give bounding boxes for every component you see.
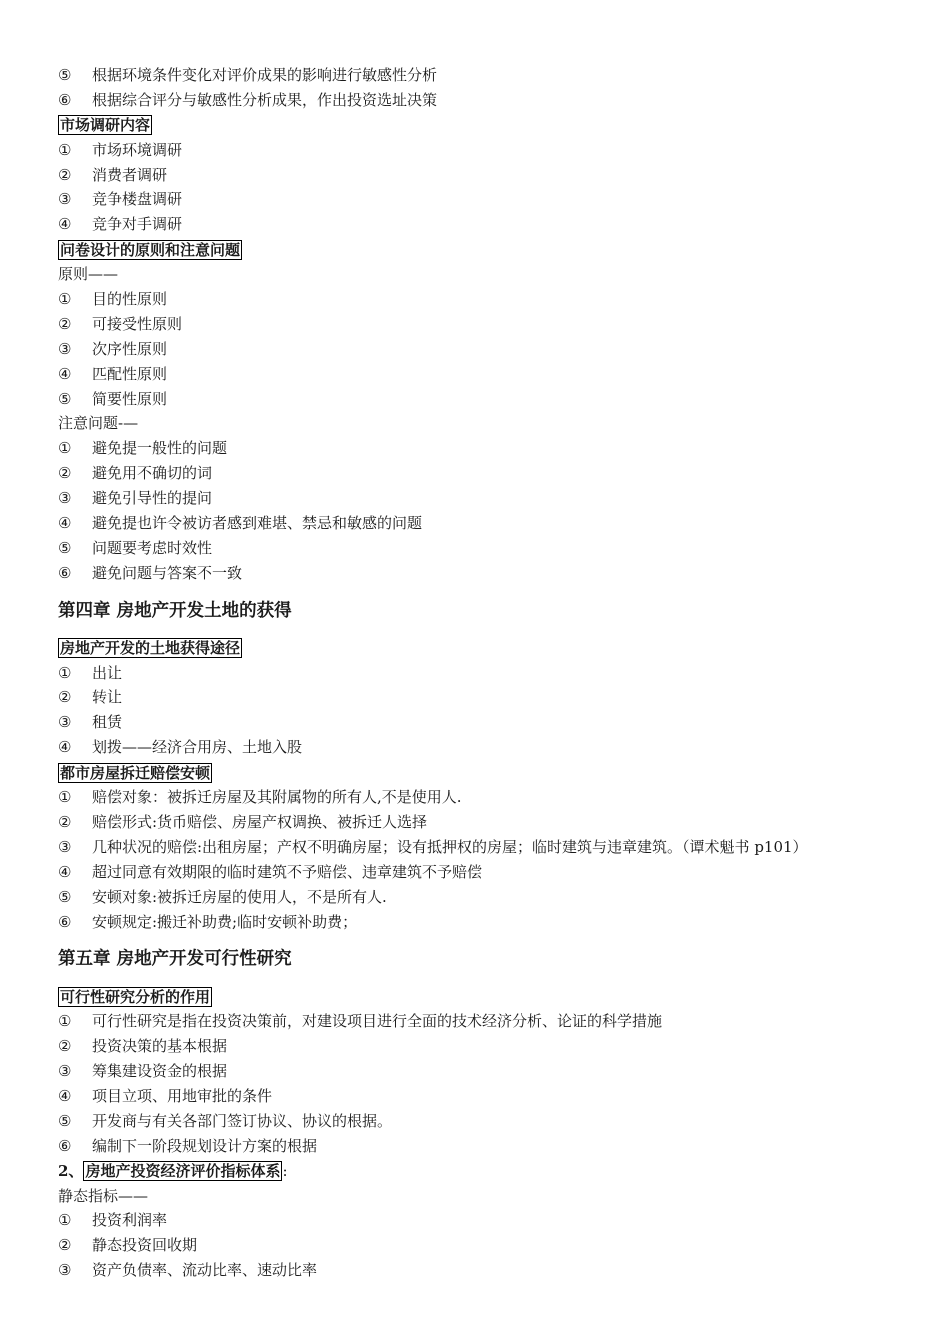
- list-item: [58, 885, 898, 910]
- list-item-text: 赔偿形式:货币赔偿、房屋产权调换、被拆迁人选择: [92, 812, 428, 831]
- list-item-number: ⑤: [58, 538, 72, 557]
- list-item-text: 几种状况的赔偿:出租房屋；产权不明确房屋；设有抵押权的房屋；临时建筑与违章建筑。（谭术魁书 p101）: [92, 837, 808, 856]
- list-item: [58, 1258, 898, 1283]
- list-item-number: ①: [58, 1211, 72, 1230]
- list-item-number: ①: [58, 140, 72, 159]
- list-item-number: ②: [58, 165, 72, 184]
- list-item-number: ①: [58, 788, 72, 807]
- list-item: [58, 212, 898, 237]
- list-item-number: ⑤: [58, 887, 72, 906]
- list-item-text: 转让: [92, 688, 123, 707]
- list-item-number: ④: [58, 1086, 72, 1105]
- list-item-number: ⑥: [58, 912, 72, 931]
- list-item-number: ⑤: [58, 1111, 72, 1130]
- list-item: [58, 685, 898, 710]
- section-heading-text: 市场调研内容: [60, 116, 151, 135]
- section-heading: [58, 984, 898, 1009]
- list-item-number: ③: [58, 190, 72, 209]
- list-item-number: ⑤: [58, 389, 72, 408]
- section-heading: [58, 760, 898, 785]
- list-item-text: 次序性原则: [92, 339, 168, 358]
- list-item-text: 简要性原则: [92, 389, 168, 408]
- list-item-number: ④: [58, 738, 72, 757]
- section-heading-suffix: :: [282, 1161, 288, 1180]
- list-item-number: ⑤: [58, 66, 72, 84]
- list-item-text: 避免用不确切的词: [92, 464, 213, 483]
- list-item: [58, 163, 898, 188]
- list-item: [58, 835, 898, 860]
- subsection-label: 注意问题-—: [58, 414, 139, 433]
- list-item: [58, 735, 898, 760]
- list-item-number: ②: [58, 1236, 72, 1255]
- section-heading-text: 房地产投资经济评价指标体系: [85, 1162, 281, 1181]
- list-item-text: 静态投资回收期: [92, 1236, 198, 1255]
- list-item-text: 避免提一般性的问题: [92, 439, 228, 458]
- list-item-number: ④: [58, 215, 72, 234]
- list-item-number: ⑥: [58, 563, 72, 582]
- list-item: [58, 362, 898, 387]
- list-item: [58, 1134, 898, 1159]
- list-item: [58, 1009, 898, 1034]
- list-item-text: 资产负债率、流动比率、速动比率: [92, 1261, 318, 1280]
- list-item-text: 竞争对手调研: [92, 215, 183, 234]
- list-item-number: ①: [58, 1012, 72, 1031]
- section-heading: [58, 237, 898, 262]
- list-item-text: 消费者调研: [92, 165, 168, 184]
- list-item-text: 开发商与有关各部门签订协议、协议的根据。: [92, 1111, 393, 1130]
- list-item-number: ②: [58, 812, 72, 831]
- list-item-number: ①: [58, 290, 72, 309]
- list-item: [58, 486, 898, 511]
- list-item: [58, 810, 898, 835]
- list-item: [58, 63, 898, 88]
- chapter-title: 第五章 房地产开发可行性研究: [58, 949, 292, 970]
- list-item-text: 编制下一阶段规划设计方案的根据: [92, 1136, 318, 1155]
- list-item: [58, 1109, 898, 1134]
- section-heading: [58, 113, 898, 138]
- list-item-text: 目的性原则: [92, 290, 168, 309]
- list-item-text: 出让: [92, 663, 123, 682]
- list-item-text: 问题要考虑时效性: [92, 538, 213, 557]
- section-heading-text: 可行性研究分析的作用: [60, 987, 211, 1006]
- list-item: [58, 536, 898, 561]
- list-item-number: ③: [58, 1062, 72, 1081]
- list-item: [58, 785, 898, 810]
- list-item: [58, 461, 898, 486]
- list-item: [58, 337, 898, 362]
- list-item-number: ④: [58, 364, 72, 383]
- list-item-text: 市场环境调研: [92, 140, 183, 159]
- list-item-text: 根据综合评分与敏感性分析成果，作出投资选址决策: [92, 90, 438, 109]
- list-item: [58, 1034, 898, 1059]
- list-item-number: ③: [58, 489, 72, 508]
- list-item: [58, 561, 898, 586]
- list-item-text: 投资决策的基本根据: [92, 1037, 228, 1056]
- list-item-text: 竞争楼盘调研: [92, 190, 183, 209]
- list-item-number: ①: [58, 439, 72, 458]
- list-item-number: ②: [58, 314, 72, 333]
- list-item: [58, 312, 898, 337]
- section-heading-text: 问卷设计的原则和注意问题: [60, 240, 241, 259]
- list-item-number: ③: [58, 339, 72, 358]
- list-item-number: ②: [58, 1037, 72, 1056]
- list-item: [58, 187, 898, 212]
- list-item: [58, 138, 898, 163]
- list-item: [58, 1084, 898, 1109]
- list-item-text: 投资利润率: [92, 1211, 168, 1230]
- list-item: [58, 1208, 898, 1233]
- list-item: [58, 387, 898, 412]
- subsection-label: 静态指标——: [58, 1186, 149, 1205]
- list-item-text: 项目立项、用地审批的条件: [92, 1086, 273, 1105]
- section-heading-text: 都市房屋拆迁赔偿安顿: [60, 763, 211, 782]
- list-item-number: ②: [58, 688, 72, 707]
- list-item: [58, 1059, 898, 1084]
- chapter-title: 第四章 房地产开发土地的获得: [58, 600, 292, 621]
- list-item-number: ⑥: [58, 90, 72, 109]
- section-heading-prefix: 2、: [58, 1161, 84, 1180]
- list-item-text: 匹配性原则: [92, 364, 168, 383]
- list-item-text: 划拨——经济合用房、土地入股: [92, 738, 303, 757]
- list-item: [58, 436, 898, 461]
- list-item-text: 租赁: [92, 713, 123, 732]
- list-item: [58, 511, 898, 536]
- list-item-number: ②: [58, 464, 72, 483]
- list-item-number: ④: [58, 862, 72, 881]
- list-item: [58, 1233, 898, 1258]
- list-item-text: 根据环境条件变化对评价成果的影响进行敏感性分析: [92, 66, 438, 84]
- section-heading-text: 房地产开发的土地获得途径: [60, 639, 241, 658]
- list-item-text: 筹集建设资金的根据: [92, 1062, 228, 1081]
- list-item-number: ③: [58, 713, 72, 732]
- list-item-number: ④: [58, 514, 72, 533]
- list-item: [58, 860, 898, 885]
- list-item: [58, 661, 898, 686]
- list-item: [58, 88, 898, 113]
- list-item-text: 赔偿对象：被拆迁房屋及其附属物的所有人,不是使用人.: [92, 788, 462, 807]
- list-item: [58, 287, 898, 312]
- section-heading: [58, 1159, 898, 1184]
- list-item-number: ①: [58, 663, 72, 682]
- list-item-text: 安顿规定:搬迁补助费;临时安顿补助费；: [92, 912, 358, 931]
- list-item-text: 避免问题与答案不一致: [92, 563, 243, 582]
- section-heading: [58, 636, 898, 661]
- list-item: [58, 910, 898, 935]
- list-item-text: 超过同意有效期限的临时建筑不予赔偿、违章建筑不予赔偿: [92, 862, 483, 881]
- list-item-text: 避免提也许令被访者感到难堪、禁忌和敏感的问题: [92, 514, 423, 533]
- list-item-number: ③: [58, 837, 72, 856]
- list-item-text: 安顿对象:被拆迁房屋的使用人，不是所有人.: [92, 887, 387, 906]
- list-item-text: 可行性研究是指在投资决策前，对建设项目进行全面的技术经济分析、论证的科学措施: [92, 1012, 663, 1031]
- list-item-text: 避免引导性的提问: [92, 489, 213, 508]
- subsection-label: 原则——: [58, 265, 119, 284]
- list-item-text: 可接受性原则: [92, 314, 183, 333]
- list-item-number: ⑥: [58, 1136, 72, 1155]
- document-body: [58, 63, 898, 1283]
- list-item-number: ③: [58, 1261, 72, 1280]
- list-item: [58, 710, 898, 735]
